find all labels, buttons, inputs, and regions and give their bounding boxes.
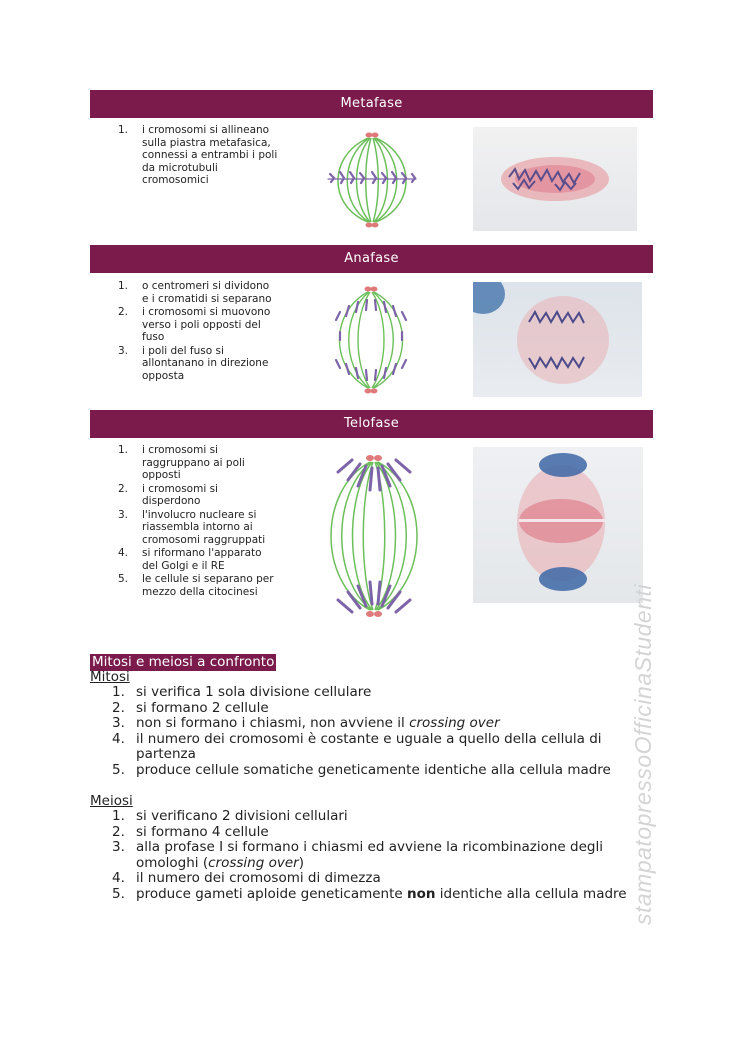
list-number: 1. (112, 684, 125, 700)
metafase-diagram (322, 126, 422, 232)
step-number: 4. (118, 547, 129, 559)
step-item (118, 444, 278, 482)
list-text: si verificano 2 divisioni cellulari (136, 808, 348, 824)
telofase-photo (473, 447, 643, 603)
step-item (118, 509, 278, 547)
phase-header-metafase: Metafase (90, 90, 653, 118)
list-item (112, 871, 657, 887)
metafase-photo (473, 127, 637, 231)
step-item (118, 547, 278, 572)
list-item (112, 887, 657, 903)
step-number: 5. (118, 573, 129, 585)
list-text: crossing over (409, 715, 500, 732)
list-number: 5. (112, 885, 125, 902)
step-text: o centromeri si dividono e i cromatidi si separano (142, 280, 272, 305)
list-text: non si formano i chiasmi, non avviene il (136, 715, 410, 732)
list-item (112, 825, 657, 841)
step-text: l'involucro nucleare si riassembla intorno ai cromosomi raggruppati (142, 508, 266, 546)
step-number: 2. (118, 482, 129, 495)
list-text: ) (298, 854, 304, 871)
list-number: 1. (112, 808, 125, 824)
step-number: 1. (118, 124, 129, 136)
list-text: non (407, 885, 436, 902)
mitosi-list (112, 685, 657, 779)
step-text: i cromosomi si allineano sulla piastra metafasica, connessi a entrambi i poli da microtubuli cromosomici (142, 124, 278, 186)
list-text: si formano 2 cellule (136, 699, 269, 716)
list-number: 5. (112, 761, 125, 778)
step-item (118, 345, 278, 383)
meiosi-heading: Meiosi (90, 793, 133, 809)
list-number: 4. (112, 870, 125, 887)
list-text: identiche alla cellula madre (435, 885, 627, 902)
watermark: stampatopressoOfficinaStudenti (630, 583, 656, 925)
step-text: i cromosomi si disperdono (142, 482, 218, 507)
list-text: crossing over (208, 854, 299, 871)
anafase-photo (473, 282, 642, 397)
list-item (112, 685, 657, 701)
comparison-title: Mitosi e meiosi a confronto (92, 654, 275, 670)
phase-header-anafase: Anafase (90, 245, 653, 273)
step-number: 1. (118, 280, 129, 292)
list-text: produce gameti aploide geneticamente (136, 885, 408, 902)
list-item (112, 732, 657, 763)
mitosi-heading: Mitosi (90, 669, 130, 685)
step-text: i cromosomi si raggruppano ai poli opposti (142, 444, 245, 481)
telofase-steps (118, 444, 278, 599)
list-text: il numero dei cromosomi è costante e uguale a quello della cellula di partenza (136, 730, 602, 763)
telofase-diagram (318, 450, 430, 622)
list-text: il numero dei cromosomi di dimezza (136, 870, 381, 887)
step-item (118, 306, 278, 344)
list-item (112, 716, 657, 732)
phase-header-telofase: Telofase (90, 410, 653, 438)
list-number: 3. (112, 839, 125, 856)
metafase-steps (118, 124, 278, 188)
list-text: produce cellule somatiche geneticamente identiche alla cellula madre (136, 761, 611, 778)
step-number: 3. (118, 344, 129, 357)
list-text: si verifica 1 sola divisione cellulare (136, 684, 372, 700)
step-text: i poli del fuso si allontanano in direzione opposta (142, 344, 269, 382)
step-text: i cromosomi si muovono verso i poli opposti del fuso (142, 306, 271, 343)
list-item (112, 701, 657, 717)
step-number: 2. (118, 306, 129, 318)
list-number: 2. (112, 699, 125, 716)
step-number: 3. (118, 508, 129, 521)
meiosi-list (112, 809, 657, 903)
step-item (118, 573, 278, 598)
list-text: alla profase I si formano i chiasmi ed avviene la ricombinazione degli omologhi ( (136, 839, 603, 871)
list-item (112, 763, 657, 779)
anafase-diagram (326, 284, 416, 396)
step-number: 1. (118, 444, 129, 456)
step-item (118, 483, 278, 508)
step-text: si riformano l'apparato del Golgi e il RE (142, 547, 262, 572)
list-number: 2. (112, 823, 125, 840)
anafase-steps (118, 280, 278, 383)
list-number: 4. (112, 730, 125, 747)
step-item (118, 124, 278, 187)
list-item (112, 809, 657, 825)
list-number: 3. (112, 715, 125, 732)
list-item (112, 840, 657, 871)
step-item (118, 280, 278, 305)
step-text: le cellule si separano per mezzo della citocinesi (142, 573, 274, 598)
list-text: si formano 4 cellule (136, 823, 269, 840)
